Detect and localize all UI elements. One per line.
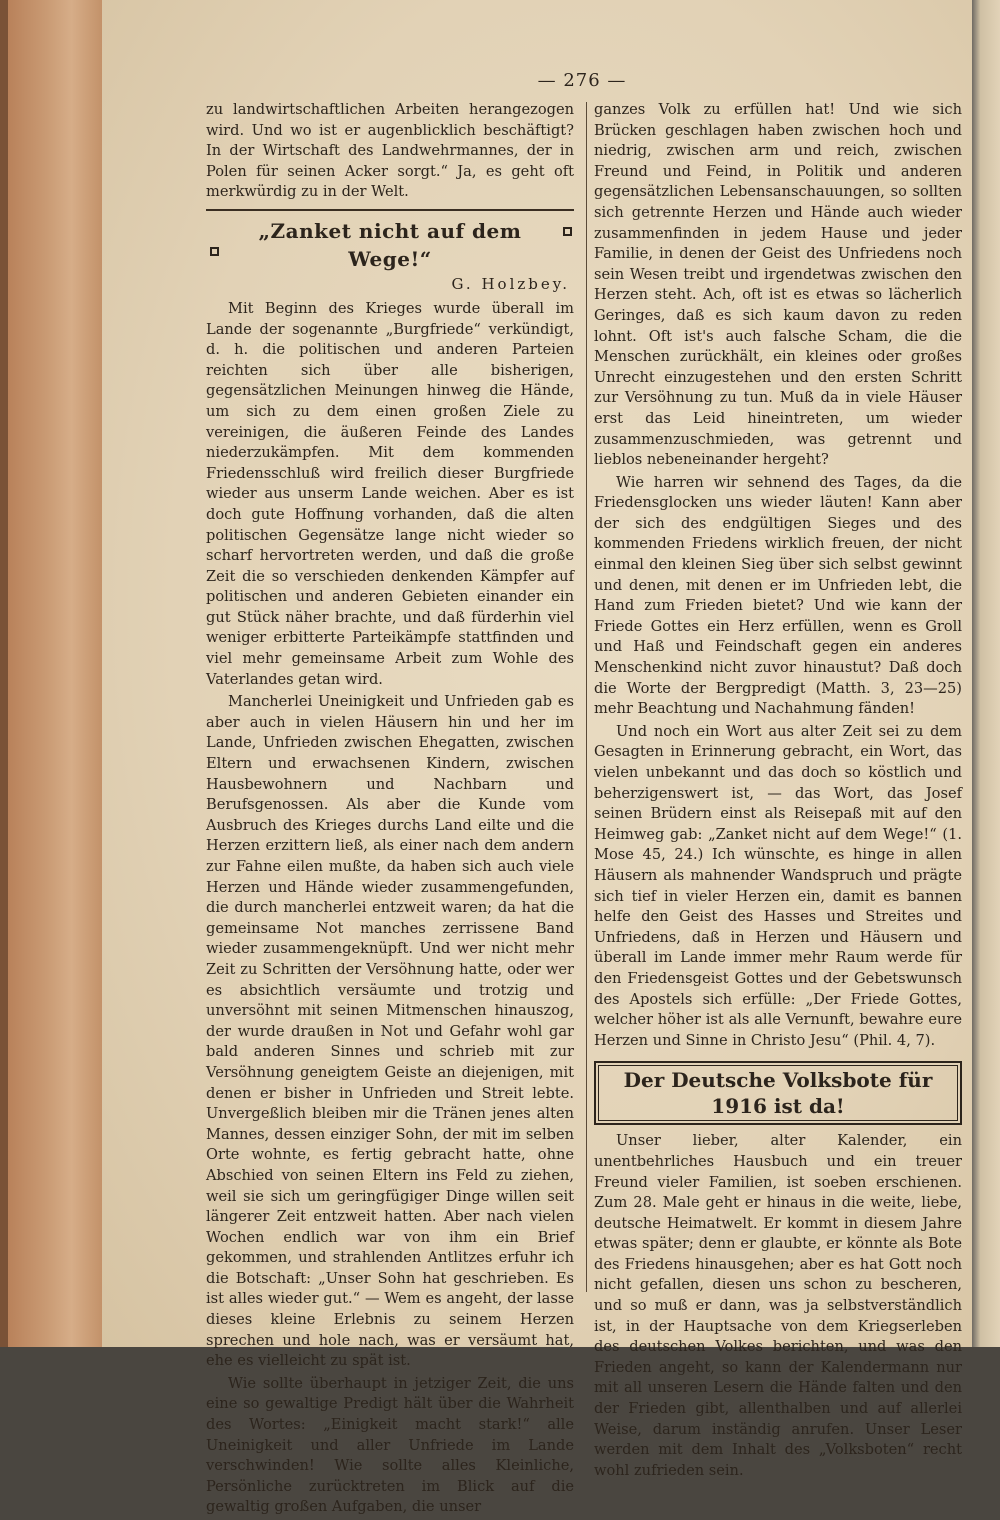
right-column: [594, 100, 962, 1483]
article-paragraph: Wie sollte überhaupt in jetziger Zeit, die uns eine so gewaltige Predigt hält über die Wahrheit des Wortes: „Einigkeit macht stark!“ alle Uneinigkeit und aller Unfriede im Lande verschwinden! Wie sollte alles Kleinliche, Persönliche zurücktreten im Blick auf die gewaltig großen Aufgaben, die unser: [206, 1374, 574, 1516]
square-ornament-icon: [210, 247, 219, 256]
article-paragraph: Mancherlei Uneinigkeit und Unfrieden gab es aber auch in vielen Häusern hin und her im Lande, Unfrieden zwischen Ehegatten, zwischen Eltern und erwachsenen Kindern, zwischen Hausbewohnern und Nachbarn und Berufsgenossen. Als aber die Kunde vom Ausbruch des Krieges durchs Land eilte und die Herzen erzittern ließ, als einer nach dem andern zur Fahne eilen mußte, da haben sich auch viele Herzen und Hände wieder zusammengefunden, die durch mancherlei entzweit waren; da hat die gemeinsame Not manches zerrissene Band wieder zusammengeknüpft. Und wer nicht mehr Zeit zu Schritten der Versöhnung hatte, oder wer es absichtlich versäumte und trotzig und unversöhnt mit seinen Mitmenschen hinauszog, der wurde draußen in Not und Gefahr wohl gar bald anderen Sinnes und schrieb mit zur Versöhnung geneigtem Geiste an diejenigen, mit denen er bisher in Unfrieden und Streit lebte. Unvergeßlich bleiben mir die Tränen jenes alten Mannes, dessen einziger Sohn, der mit im selben Orte wohnte, es fertig gebracht hatte, ohne Abschied von seinen Eltern ins Feld zu ziehen, weil sie sich um geringfügiger Dinge willen seit längerer Zeit entzweit hatten. Aber nach vielen Wochen endlich war von ihm ein Brief gekommen, und strahlenden Antlitzes erfuhr ich die Botschaft: „Unser Sohn hat geschrieben. Es ist alles wieder gut.“ — Wem es angeht, der lasse dieses kleine Erlebnis zu seinem Herzen sprechen und hole nach, was er versäumt hat, ehe es vielleicht zu spät ist.: [206, 693, 574, 1370]
article-title: „Zanket nicht auf dem Wege!“: [258, 218, 522, 271]
article-author: G. Holzbey.: [451, 274, 570, 293]
adjacent-page-edge: [972, 0, 1000, 1347]
article-paragraph: Mit Beginn des Krieges wurde überall im Lande der sogenannte „Burgfriede“ verkündigt, d. h. die politischen und anderen Parteien reichten sich über alle bisherigen, gegensätzlichen Meinungen hinweg die Hände, um sich zu dem einen großen Ziele zu vereinigen, die äußeren Feinde des Landes niederzukämpfen. Mit dem kommenden Friedensschluß wird freilich dieser Burgfriede wieder aus unserm Lande weichen. Aber es ist doch gute Hoffnung vorhanden, daß die alten politischen Gegensätze lange nicht wieder so scharf hervortreten werden, und daß die große Zeit die so verschieden denkenden Kämpfer auf politischen und anderen Gebieten einander ein gut Stück näher brachte, und daß fürderhin viel weniger erbitterte Parteikämpfe stattfinden und viel mehr gemeinsame Arbeit zum Wohle des Vaterlandes getan wird.: [206, 299, 574, 688]
article-paragraph: Unser lieber, alter Kalender, ein unentbehrliches Hausbuch und ein treuer Freund vieler Familien, ist soeben erschienen. Zum 28. Male geht er hinaus in die weite, liebe, deutsche Heimatwelt. Er kommt in diesem Jahre etwas später; denn er glaubte, er könnte als Bote des Friedens hinausgehen; aber es hat Gott noch nicht gefallen, diesen uns schon zu bescheren, und so muß er dann, was ja selbstverständlich ist, in der Hauptsache von dem Kriegserleben des deutschen Volkes berichten, und was den Frieden angeht, so kann der Kalendermann nur mit all unseren Lesern die Hände falten und den der Frieden gibt, allenthalben und auf allerlei Weise, darum inständig anrufen. Unser Leser werden mit dem Inhalt des „Volksboten“ recht wohl zufrieden sein.: [594, 1132, 962, 1479]
page-number: — 276 —: [537, 70, 627, 91]
article-paragraph: Und noch ein Wort aus alter Zeit sei zu dem Gesagten in Erinnerung gebracht, ein Wort, das vielen unbekannt und das doch so köstlich und beherzigenswert ist, — das Wort, das Josef seinen Brüdern einst als Reisepaß mit auf den Heimweg gab: „Zanket nicht auf dem Wege!“ (1. Mose 45, 24.) Ich wünschte, es hinge in allen Häusern als mahnender Wandspruch und prägte sich tief in vieler Herzen ein, damit es bannen helfe den Geist des Hasses und Streites und Unfriedens, daß in Herzen und Häusern und überall im Lande immer mehr Raum werde für den Friedensgeist Gottes und der Gebetswunsch des Apostels sich erfülle: „Der Friede Gottes, welcher höher ist als alle Vernunft, bewahre eure Herzen und Sinne in Christo Jesu“ (Phil. 4, 7).: [594, 722, 962, 1049]
column-divider: [586, 102, 587, 1292]
article-paragraph: Wie harren wir sehnend des Tages, da die Friedensglocken uns wieder läuten! Kann aber der sich des endgültigen Sieges und des kommenden Friedens wirklich freuen, der nicht einmal den kleinen Sieg über sich selbst gewinnt und denen, mit denen er im Unfrieden lebt, die Hand zum Frieden bietet? Und wie kann der Friede Gottes ein Herz erfüllen, wenn es Groll und Haß und Feindschaft gegen ein anderes Menschenkind nicht zuvor hinaustut? Daß doch die Worte der Bergpredigt (Matth. 3, 23—25) mehr Beachtung und Nachahmung fänden!: [594, 473, 962, 718]
left-column: [206, 100, 574, 1520]
book-page: [102, 0, 972, 1516]
book-cover-strip: [0, 0, 8, 1347]
lead-paragraph: zu landwirtschaftlichen Arbeiten herangezogen wird. Und wo ist er augenblicklich beschäftigt? In der Wirtschaft des Landwehrmannes, der in Polen für seinen Acker sorgt.“ Ja, es geht oft merkwürdig zu in der Welt.: [206, 101, 574, 201]
article-header: [206, 209, 574, 295]
article-paragraph: ganzes Volk zu erfüllen hat! Und wie sich Brücken geschlagen haben zwischen hoch und niedrig, zwischen arm und reich, zwischen Freund und Feind, in Politik und anderen gegensätzlichen Lebensanschauungen, so sollten sich getrennte Herzen und Hände auch wieder zusammenfinden in jedem Hause und jeder Familie, in denen der Geist des Unfriedens noch sein Wesen treibt und irgendetwas zwischen den Herzen steht. Ach, oft ist es etwas so lächerlich Geringes, daß es sich kaum davon zu reden lohnt. Oft ist's auch falsche Scham, die die Menschen zurückhält, ein kleines oder großes Unrecht einzugestehen und den ersten Schritt zur Versöhnung zu tun. Muß da in viele Häuser erst das Leid hineintreten, um wieder zusammenzuschmieden, was getrennt und lieblos nebeneinander hergeht?: [594, 101, 962, 469]
book-edge: [0, 0, 102, 1347]
square-ornament-icon: [563, 227, 572, 236]
second-article-title: Der Deutsche Volksbote für 1916 ist da!: [594, 1061, 962, 1125]
